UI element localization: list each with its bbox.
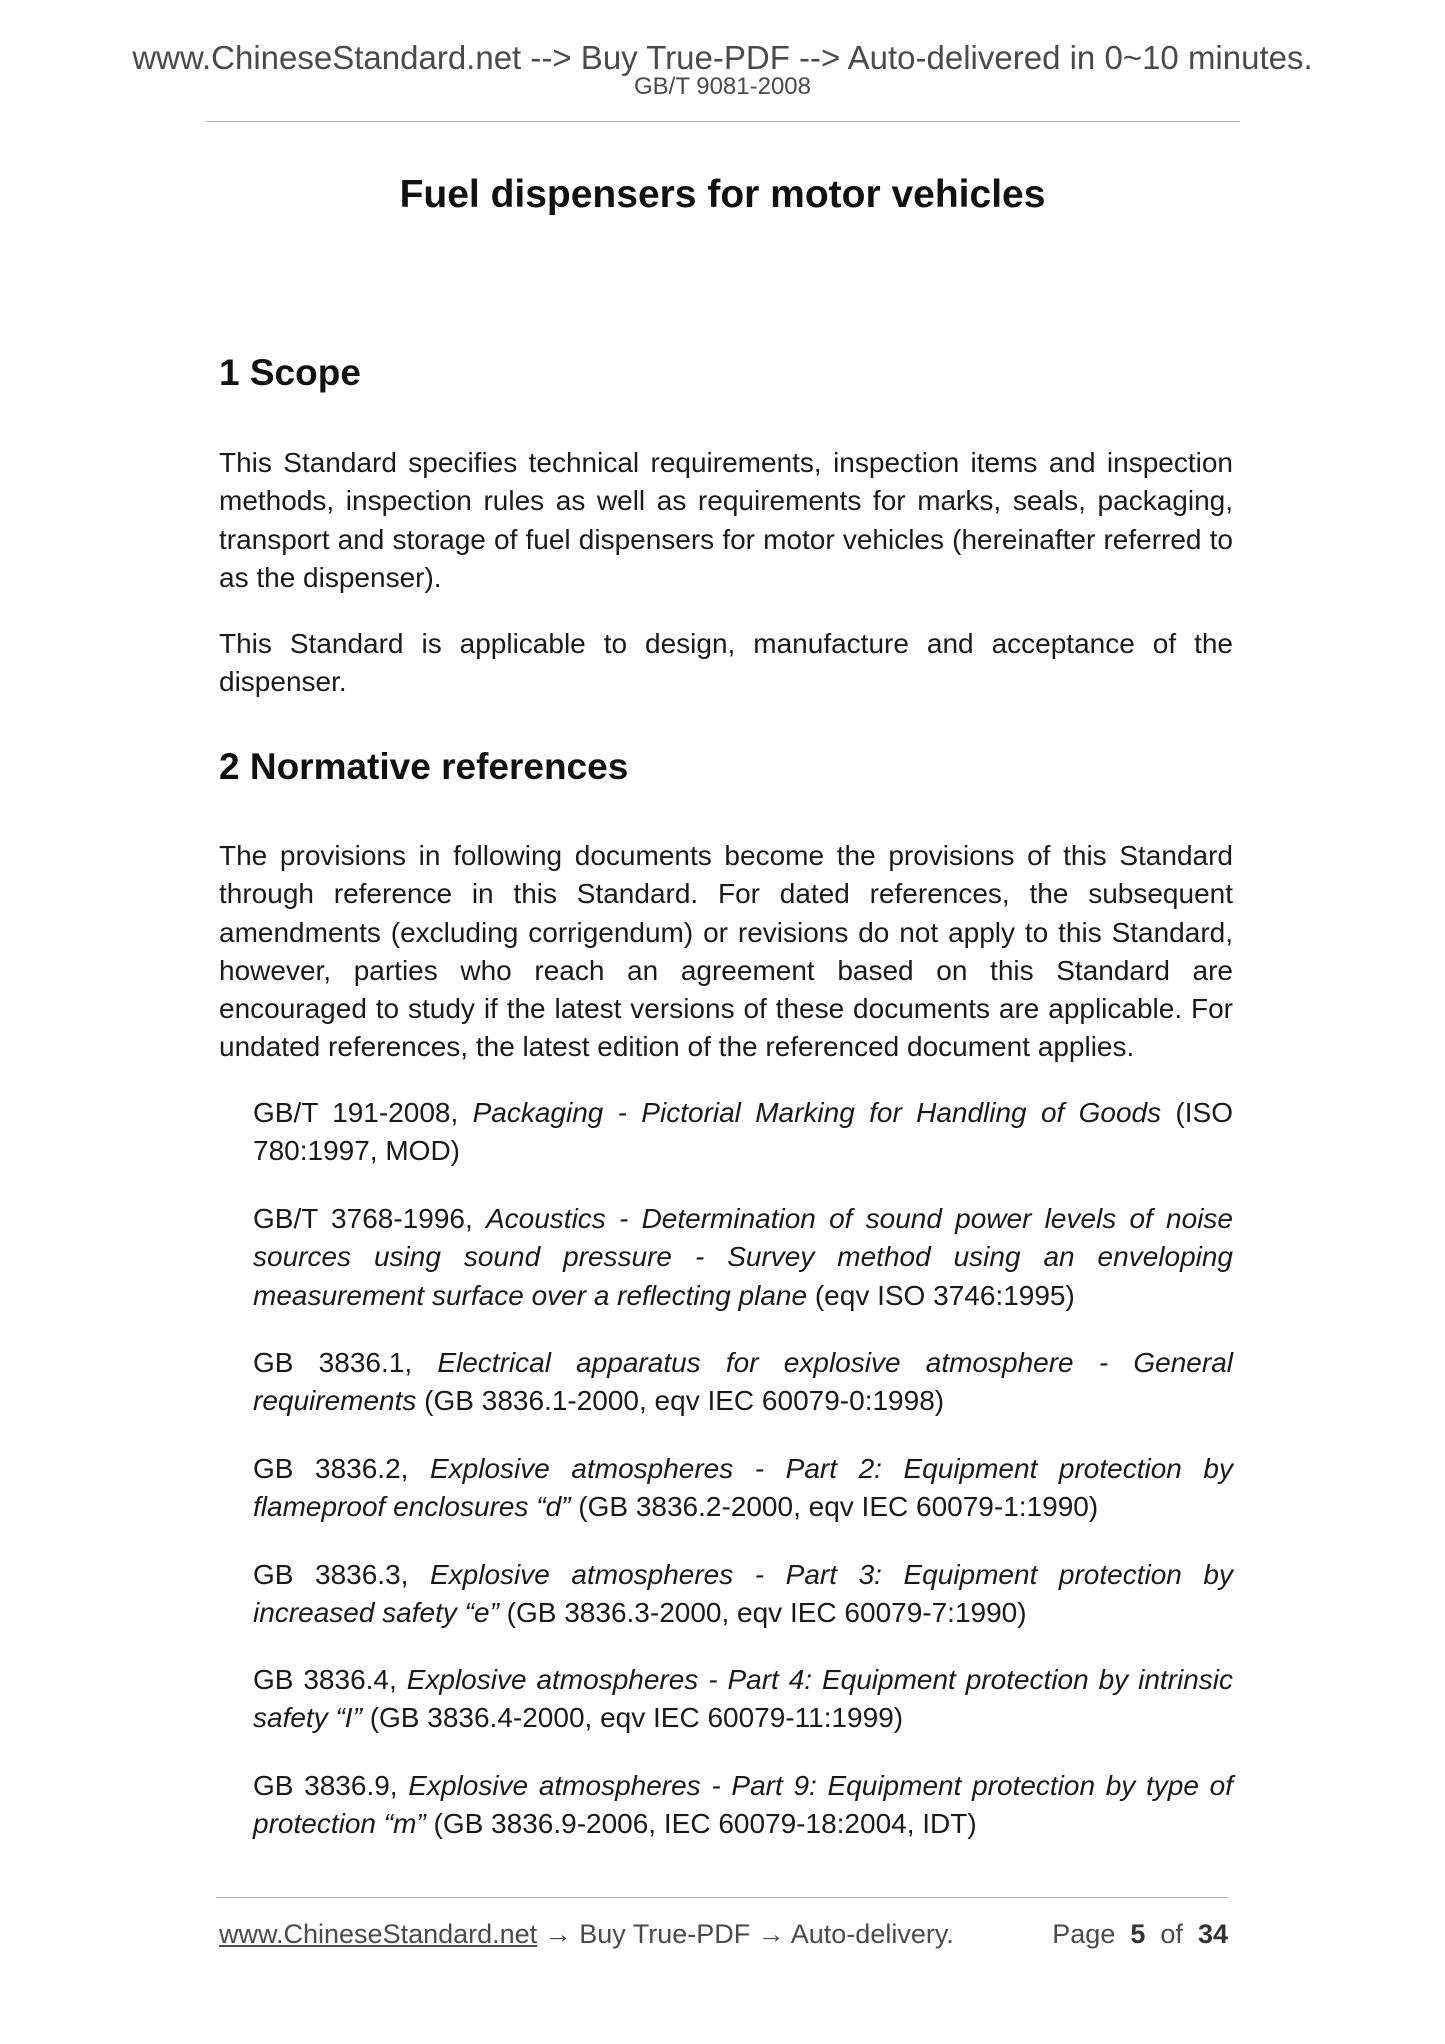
- reference-note: (GB 3836.3-2000, eqv IEC 60079-7:1990): [498, 1597, 1027, 1629]
- reference-note: (GB 3836.4-2000, eqv IEC 60079-11:1999): [361, 1702, 904, 1734]
- section-heading-normative-references: 2 Normative references: [219, 746, 629, 787]
- reference-title: Explosive atmospheres - Part 4: Equipment protection by intrinsic safety “I”: [253, 1664, 1234, 1734]
- reference-code: GB 3836.1,: [253, 1347, 438, 1378]
- reference-title: Explosive atmospheres - Part 2: Equipment protection by flameproof enclosures “d”: [253, 1453, 1234, 1523]
- reference-note: (GB 3836.2-2000, eqv IEC 60079-1:1990): [570, 1491, 1099, 1523]
- reference-note: (eqv ISO 3746:1995): [807, 1279, 1075, 1311]
- reference-item: [253, 1556, 1233, 1633]
- auto-delivery-text: Auto-delivery.: [790, 1919, 954, 1949]
- arrow-icon: →: [537, 1919, 580, 1949]
- scope-applicability: This Standard is applicable to design, manufacture and acceptance of the dispenser.: [219, 628, 1233, 698]
- page-indicator: [1052, 1914, 1228, 1954]
- reference-code: GB 3836.3,: [253, 1559, 430, 1590]
- reference-note: (GB 3836.9-2006, IEC 60079-18:2004, IDT): [425, 1808, 977, 1840]
- reference-item: [253, 1661, 1233, 1738]
- reference-code: GB/T 191-2008,: [253, 1097, 473, 1128]
- reference-title: Electrical apparatus for explosive atmosphere - General requirements: [253, 1347, 1233, 1417]
- footer-links: [219, 1914, 954, 1954]
- header-banner: www.ChineseStandard.net --> Buy True-PDF --> Auto-delivered in 0~10 minutes.: [132, 39, 1313, 76]
- section-heading-scope: 1 Scope: [219, 352, 361, 393]
- reference-item: [253, 1450, 1233, 1527]
- reference-title: Packaging - Pictorial Marking for Handling of Goods: [472, 1097, 1162, 1128]
- reference-title: Acoustics - Determination of sound power levels of noise sources using sound pressure - Survey method using an enveloping measurement surface over a reflecting plane: [253, 1203, 1233, 1311]
- reference-code: GB 3836.4,: [253, 1664, 407, 1695]
- total-pages: 34: [1197, 1919, 1228, 1949]
- reference-code: GB/T 3768-1996,: [253, 1203, 486, 1234]
- reference-note: (ISO 780:1997, MOD): [253, 1097, 1233, 1167]
- of-label: of: [1160, 1919, 1183, 1949]
- references-intro: The provisions in following documents become the provisions of this Standard through reference in this Standard. For dated references, the subsequent amendments (excluding corrigendum) or revisions do not apply to this Standard, however, parties who reach an agreement based on this Standard are encouraged to study if the latest versions of these documents are applicable. For undated references, the latest edition of the referenced document applies.: [219, 840, 1233, 1063]
- reference-item: [253, 1094, 1233, 1171]
- reference-code: GB 3836.2,: [253, 1453, 430, 1484]
- website-link[interactable]: www.ChineseStandard.net: [219, 1919, 538, 1949]
- reference-note: (GB 3836.1-2000, eqv IEC 60079-0:1998): [416, 1385, 945, 1417]
- page-number: 5: [1130, 1919, 1146, 1949]
- reference-item: [253, 1344, 1233, 1421]
- standard-code: GB/T 9081-2008: [633, 73, 811, 100]
- header-divider: [206, 121, 1240, 122]
- reference-item: [253, 1200, 1233, 1315]
- scope-paragraph: This Standard specifies technical requirements, inspection items and inspection methods, inspection rules as well as requirements for marks, seals, packaging, transport and storage of fuel dispensers for motor vehicles (hereinafter referred to as the dispenser).: [219, 447, 1233, 593]
- page-footer: [219, 1914, 1228, 1954]
- reference-code: GB 3836.9,: [253, 1770, 409, 1801]
- reference-title: Explosive atmospheres - Part 9: Equipment protection by type of protection “m”: [253, 1770, 1233, 1840]
- buy-pdf-text: Buy True-PDF: [579, 1919, 751, 1949]
- reference-title: Explosive atmospheres - Part 3: Equipment protection by increased safety “e”: [253, 1559, 1234, 1629]
- arrow-icon: →: [750, 1919, 791, 1949]
- footer-divider: [216, 1897, 1228, 1898]
- document-title: Fuel dispensers for motor vehicles: [399, 173, 1046, 216]
- page-label: Page: [1052, 1919, 1116, 1949]
- reference-item: [253, 1767, 1233, 1844]
